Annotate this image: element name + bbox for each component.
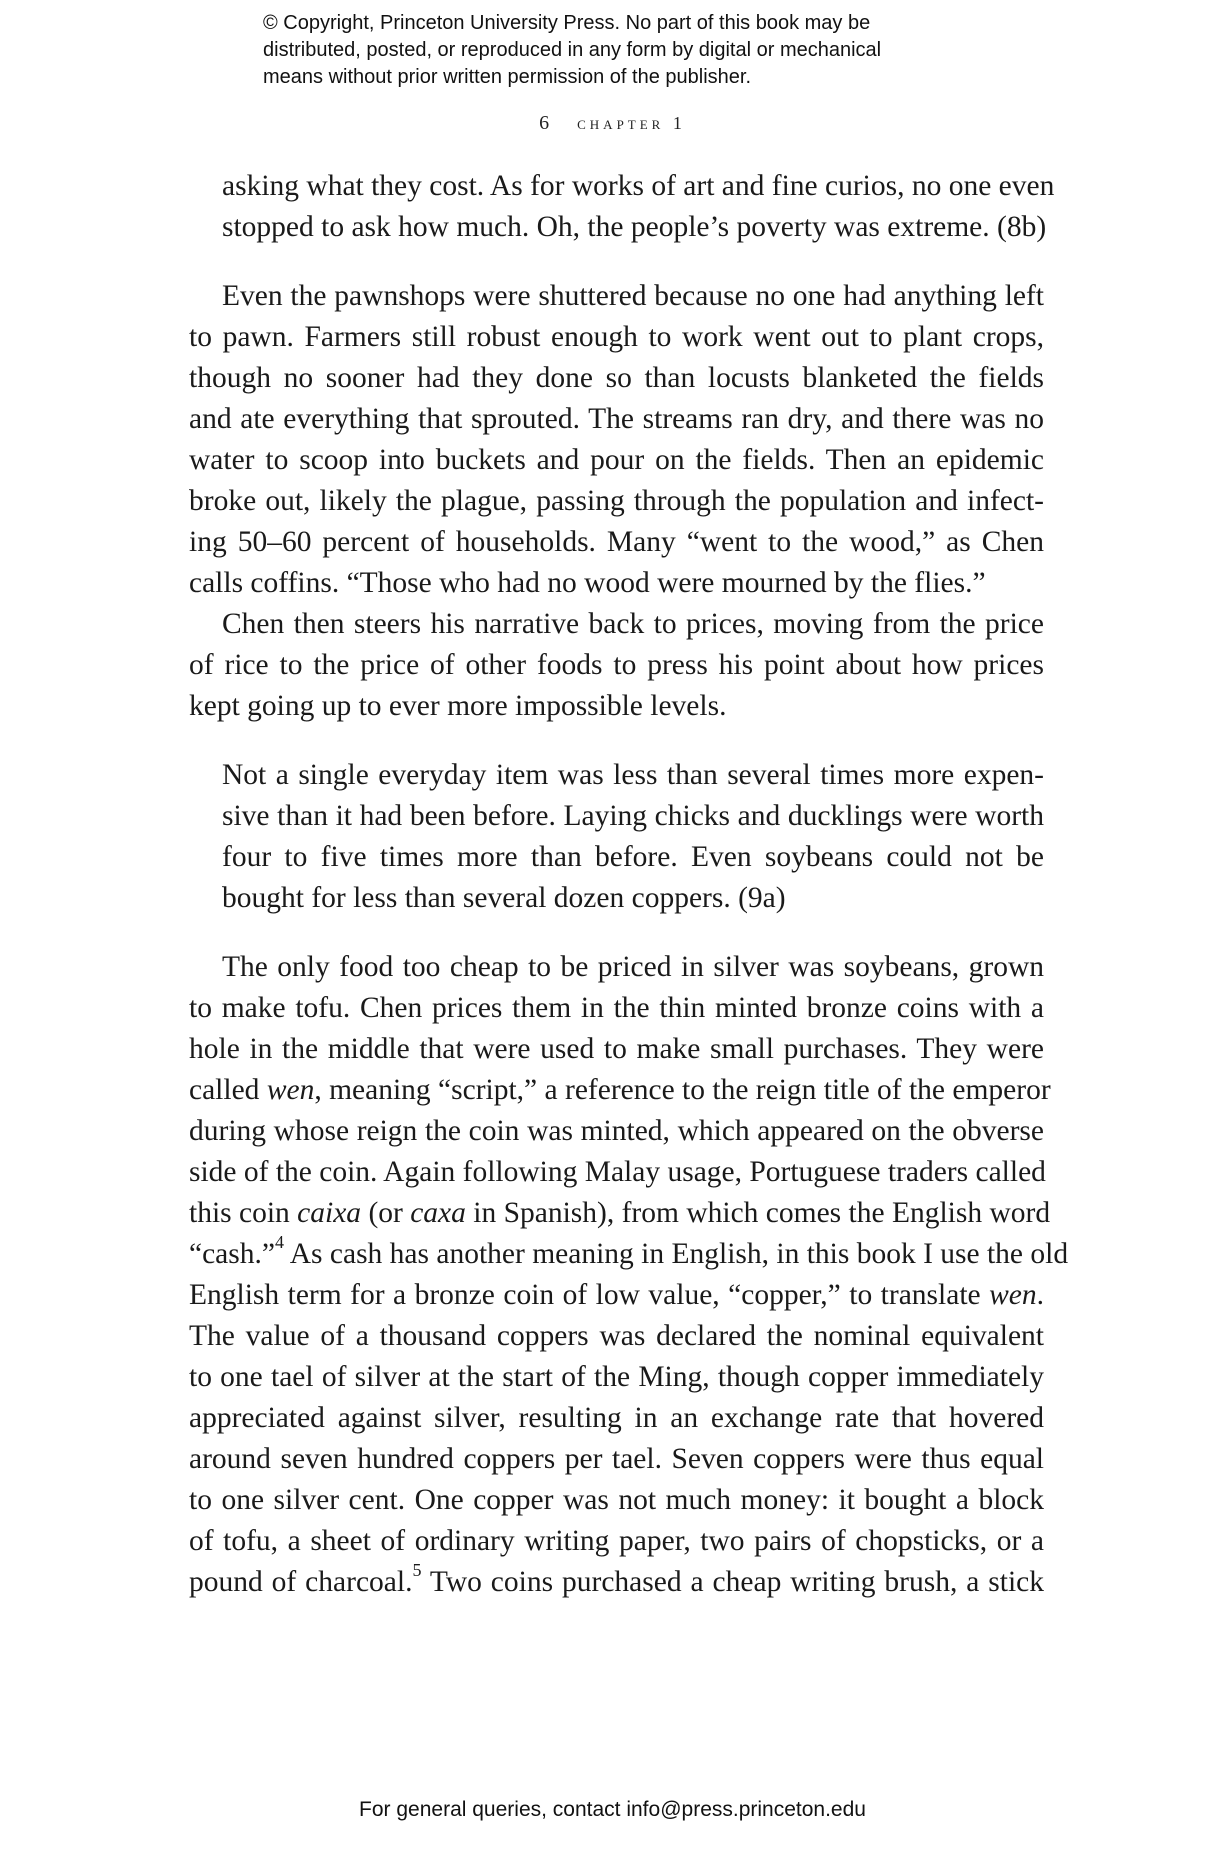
text-line: [189, 1275, 1044, 1316]
text-line: broke out, likely the plague, passing through the population and infect-: [189, 485, 1044, 517]
chapter-label: chapter 1: [577, 113, 686, 133]
text-line: side of the coin. Again following Malay usage, Portuguese traders called: [189, 1156, 1046, 1188]
copyright-line-1: © Copyright, Princeton University Press. No part of this book may be: [263, 12, 871, 34]
text-run: pound of charcoal.: [189, 1566, 413, 1598]
text-run: As cash has another meaning in English, in this book I use the old: [283, 1238, 1069, 1270]
text-run: Two coins purchased a cheap writing brush, a stick: [421, 1566, 1045, 1598]
text-line: ing 50–60 percent of households. Many “went to the wood,” as Chen: [189, 526, 1044, 558]
text-line: stopped to ask how much. Oh, the people’s poverty was extreme. (8b): [222, 211, 1047, 243]
italic-term-caixa: caixa: [297, 1197, 362, 1229]
footer-contact: For general queries, contact info@press.princeton.edu: [359, 1798, 866, 1821]
page-number: 6: [539, 112, 550, 134]
copyright-notice: [263, 10, 1023, 91]
text-line: [189, 1070, 1051, 1111]
text-line: and ate everything that sprouted. The streams ran dry, and there was no: [189, 403, 1044, 435]
text-run: (or: [361, 1197, 411, 1229]
text-line: to pawn. Farmers still robust enough to work went out to plant crops,: [189, 321, 1044, 353]
paragraph-3: [189, 947, 1069, 1603]
text-line: Even the pawnshops were shuttered because no one had anything left: [222, 280, 1044, 312]
body-text: [189, 166, 1069, 1603]
italic-term-caxa: caxa: [410, 1197, 466, 1229]
text-line: hole in the middle that were used to make small purchases. They were: [189, 1033, 1044, 1065]
text-line: sive than it had been before. Laying chicks and ducklings were worth: [222, 800, 1044, 832]
text-line: [189, 1193, 1051, 1234]
copyright-line-2: distributed, posted, or reproduced in any form by digital or mechanical: [263, 39, 882, 61]
text-run: called: [189, 1074, 267, 1106]
running-head: [0, 112, 1225, 135]
text-line: asking what they cost. As for works of art and fine curios, no one even: [222, 170, 1055, 202]
copyright-line-3: means without prior written permission of the publisher.: [263, 66, 752, 88]
footnote-ref-4: 4: [274, 1232, 284, 1253]
text-run: “cash.”: [189, 1238, 275, 1270]
text-line: [189, 1232, 1069, 1275]
text-line: bought for less than several dozen coppers. (9a): [222, 882, 786, 914]
text-line: to one tael of silver at the start of the Ming, though copper immediately: [189, 1361, 1044, 1393]
text-line: of rice to the price of other foods to press his point about how prices: [189, 649, 1044, 681]
text-run: .: [1036, 1279, 1044, 1311]
text-line: Not a single everyday item was less than several times more expen-: [222, 759, 1044, 791]
text-line: around seven hundred coppers per tael. Seven coppers were thus equal: [189, 1443, 1044, 1475]
text-line: water to scoop into buckets and pour on the fields. Then an epidemic: [189, 444, 1044, 476]
text-line: The only food too cheap to be priced in silver was soybeans, grown: [222, 951, 1044, 983]
text-line: appreciated against silver, resulting in an exchange rate that hovered: [189, 1402, 1044, 1434]
paragraph-2: [189, 604, 1044, 727]
text-line: calls coffins. “Those who had no wood were mourned by the flies.”: [189, 567, 986, 599]
text-line: to make tofu. Chen prices them in the thin minted bronze coins with a: [189, 992, 1044, 1024]
text-line: during whose reign the coin was minted, which appeared on the obverse: [189, 1115, 1044, 1147]
text-line: kept going up to ever more impossible levels.: [189, 690, 727, 722]
text-line: The value of a thousand coppers was declared the nominal equivalent: [189, 1320, 1044, 1352]
block-quote-2: [189, 755, 1044, 919]
text-run: in Spanish), from which comes the English word: [465, 1197, 1051, 1229]
text-line: four to five times more than before. Even soybeans could not be: [222, 841, 1044, 873]
italic-term-wen: wen: [266, 1074, 315, 1106]
italic-term-wen: wen: [989, 1279, 1037, 1311]
text-line: though no sooner had they done so than locusts blanketed the fields: [189, 362, 1044, 394]
text-run: this coin: [189, 1197, 298, 1229]
text-line: Chen then steers his narrative back to prices, moving from the price: [222, 608, 1044, 640]
text-run: , meaning “script,” a reference to the reign title of the emperor: [314, 1074, 1051, 1106]
text-line: [189, 1562, 1044, 1603]
footnote-ref-5: 5: [412, 1560, 422, 1581]
paragraph-1: [189, 276, 1044, 604]
block-quote-1: [189, 166, 1055, 248]
text-line: of tofu, a sheet of ordinary writing paper, two pairs of chopsticks, or a: [189, 1525, 1044, 1557]
text-line: to one silver cent. One copper was not much money: it bought a block: [189, 1484, 1044, 1516]
text-run: English term for a bronze coin of low value, “copper,” to translate: [189, 1279, 990, 1311]
